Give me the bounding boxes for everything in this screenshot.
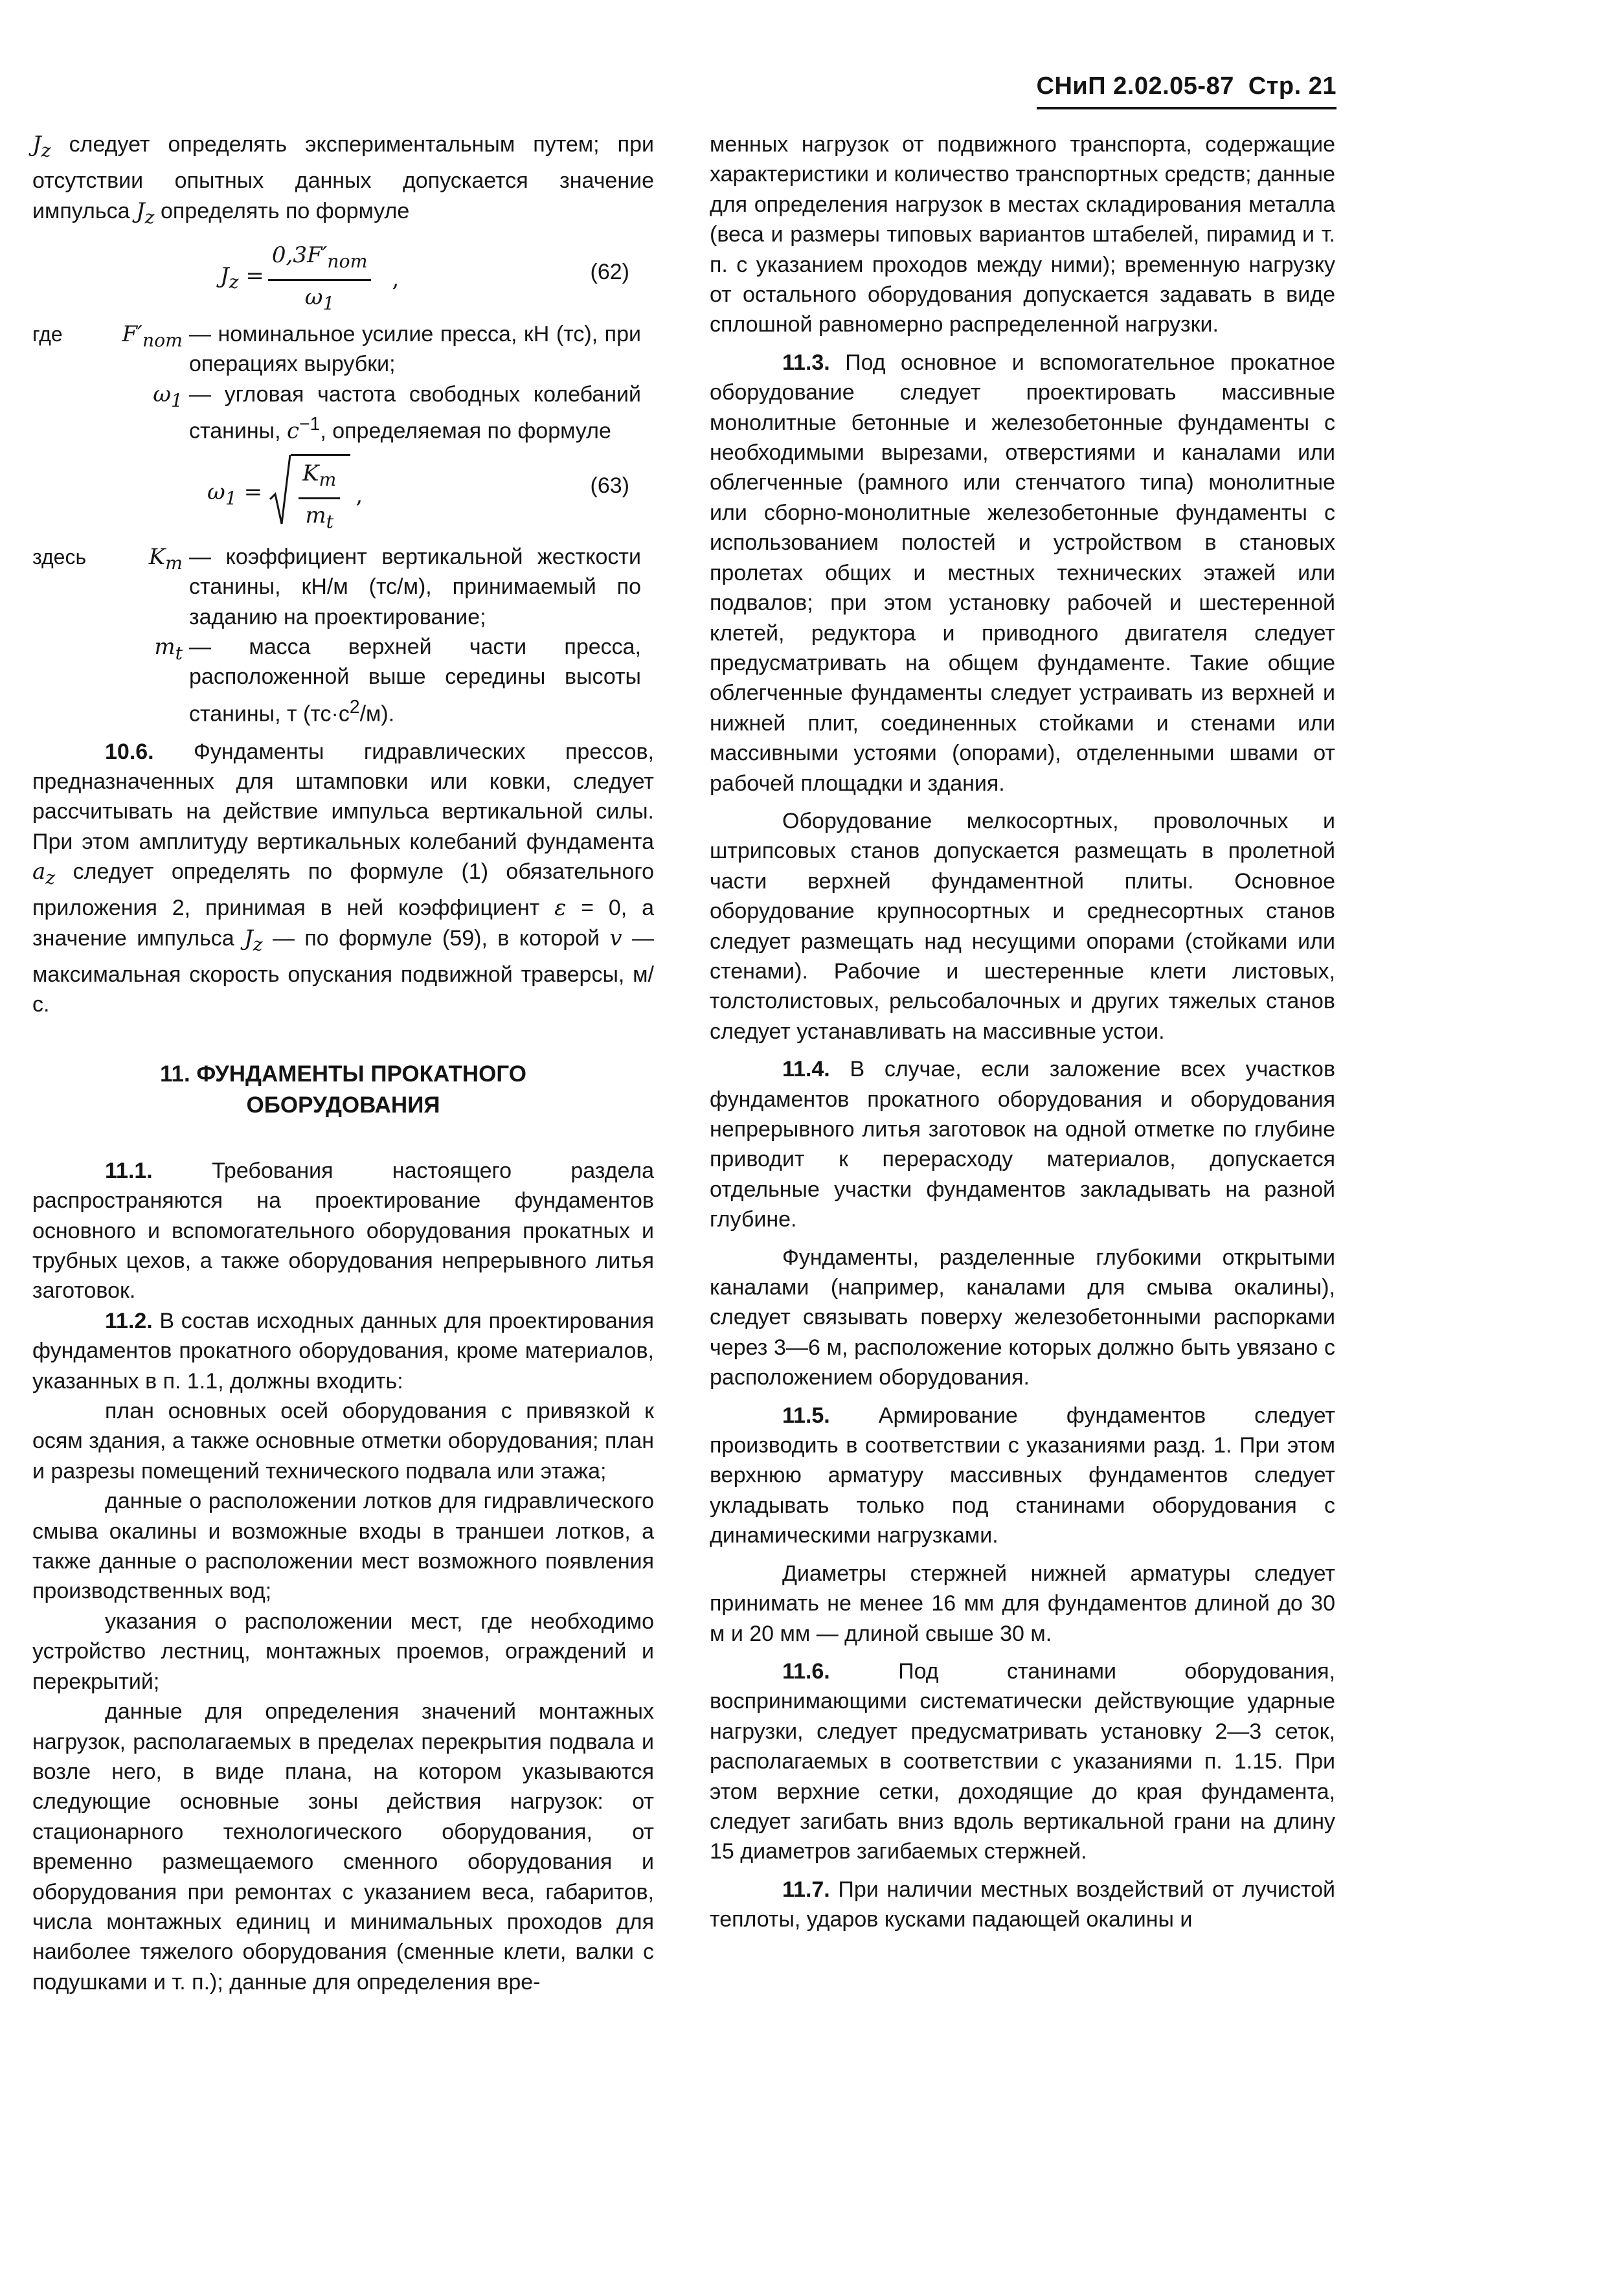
equation-number-63: (63) (590, 473, 629, 498)
paragraph-11-3: 11.3. Под основное и вспомогательное прокатное оборудование следует проектировать массивные монолитные бетонные и железобетонные фундаменты с необходимыми вырезами, отверстиями и каналами или облегченные (рамного или стенчатого типа) монолитные или сборно-монолитные железобетонные фундаменты с использованием полостей и устройством в становых пролетах общих и местных технических этажей или подвалов; при этом установку рабочей и шестеренной клетей, редуктора и приводного двигателя следует предусматривать на общем фундаменте. Такие общие облегченные фундаменты следует устраивать из верхней и нижней плит, соединенных стойками и стенами или массивными устоями (опорами), отделенными швами от рабочей площадки и здания. (710, 350, 1335, 796)
paragraph-11-1: 11.1. Требования настоящего раздела распространяются на проектирование фундаментов основного и вспомогательного оборудования прокатных и трубных цехов, а также оборудования непрерывного литья заготовок. (32, 1158, 654, 1304)
paragraph-11-4: 11.4. В случае, если заложение всех участков фундаментов прокатного оборудования и оборудования непрерывного литья заготовок на одной отметке по глубине приводит к перерасходу материалов, допускается отдельные участки фундаментов закладывать на разной глубине. (710, 1057, 1336, 1232)
equation-number-62: (62) (590, 259, 629, 284)
section-title-11: 11. ФУНДАМЕНТЫ ПРОКАТНОГО ОБОРУДОВАНИЯ (159, 1061, 527, 1118)
paragraph-11-4-b: Фундаменты, разделенные глубокими открытыми каналами (например, каналами для смыва окалины), следует связывать поверху железобетонными распорками через 3—6 м, расположение которых должно быть увязано с расположением оборудования. (710, 1245, 1335, 1390)
formula-63: $\omega_1$ = $\frac{K_m}{m_t}$ , (63) (32, 453, 654, 538)
document-code: СНиП 2.02.05-87 (1036, 73, 1234, 100)
sqrt-sign-icon (269, 454, 291, 526)
definition-omega1: $\omega_1$ — угловая частота свободных колебаний станины, $c^{-1}$, определяемая по формуле (153, 381, 641, 444)
definition-f-nom: где $F'_{nom}$ — номинальное усилие пресса, кН (тс), при операциях вырубки; (32, 321, 641, 377)
formula-62: $J_z$ = $\frac{0,3F'_{nom}}{\omega_1}$ , (62) (32, 239, 654, 315)
page-header (1037, 73, 1336, 109)
definition-mt: $m_t$ — масса верхней части пресса, расположенной выше середины высоты станины, т $(тс\cdot с^2/м)$. (154, 633, 641, 727)
list-item: план основных осей оборудования с привязкой к осям здания, а также основные отметки оборудования; план и разрезы помещений технического подвала или этажа; (32, 1399, 654, 1484)
paragraph-11-5: 11.5. Армирование фундаментов следует производить в соответствии с указаниями разд. 1. При этом верхнюю арматуру массивных фундаментов следует укладывать только под станинами оборудования с динамическими нагрузками. (710, 1403, 1335, 1548)
paragraph-11-3-b: Оборудование мелкосортных, проволочных и штрипсовых станов допускается размещать в пролетной части верхней фундаментной плиты. Основное оборудование крупносортных и среднесортных станов следует размещать над несущими опорами (стойками или стенами). Рабочие и шестеренные клети листовых, толстолистовых, рельсобалочных и других тяжелых станов следует устанавливать на массивные устои. (710, 808, 1335, 1044)
left-column (32, 130, 654, 1997)
right-column (710, 130, 1335, 1935)
paragraph-11-5-b: Диаметры стержней нижней арматуры следует принимать не менее 16 мм для фундаментов длиной до 30 м и 20 мм — длиной свыше 30 м. (710, 1561, 1335, 1646)
paragraph-11-7: 11.7. При наличии местных воздействий от лучистой теплоты, ударов кусками падающей окалины и (710, 1877, 1335, 1932)
paragraph-11-2: 11.2. В состав исходных данных для проектирования фундаментов прокатного оборудования, кроме материалов, указанных в п. 1.1, должны входить: (32, 1308, 654, 1394)
list-item: указания о расположении мест, где необходимо устройство лестниц, монтажных проемов, ограждений и перекрытий; (32, 1609, 654, 1694)
intro-paragraph: $J_z$ следует определять экспериментальным путем; при отсутствии опытных данных допускается значение импульса $J_z$ определять по формуле (32, 131, 654, 228)
paragraph-11-6: 11.6. Под станинами оборудования, воспринимающими систематически действующие ударные нагрузки, следует предусматривать установку 2—3 сеток, располагаемых в соответствии с указаниями п. 1.15. При этом верхние сетки, доходящие до края фундамента, следует загибать вниз вдоль вертикальной грани на длину 15 диаметров загибаемых стержней. (710, 1658, 1336, 1864)
paragraph-10-6: 10.6. Фундаменты гидравлических прессов, предназначенных для штамповки или ковки, следует рассчитывать на действие импульса вертикальной силы. При этом амплитуду вертикальных колебаний фундамента $a_z$ следует определять по формуле (1) обязательного приложения 2, принимая в ней коэффициент ε = 0, а значение импульса $J_z$ — по формуле (59), в которой v — максимальная скорость опускания подвижной траверсы, м/с. (32, 739, 655, 1017)
definition-km: здесь $K_m$ — коэффициент вертикальной жесткости станины, кН/м (тс/м), принимаемый по заданию на проектирование; (32, 543, 641, 629)
page-number: Стр. 21 (1248, 73, 1336, 100)
list-item: данные для определения значений монтажных нагрузок, располагаемых в пределах перекрытия подвала и возле него, в виде плана, на котором указываются следующие основные зоны действия нагрузок: от стационарного технологического оборудования, от временно размещаемого сменного оборудования и оборудования при ремонтах с указанием веса, габаритов, числа монтажных единиц и минимальных проходов для наиболее тяжелого оборудования (сменные клети, валки с подушками и т. п.); данные для определения вре- (32, 1699, 654, 1995)
continued-paragraph: менных нагрузок от подвижного транспорта, содержащие характеристики и количество транспортных средств; данные для определения нагрузок в местах складирования металла (веса и размеры типовых вариантов штабелей, пирамид и т. п. с указанием проходов между ними); временную нагрузку от остального оборудования допускается задавать в виде сплошной равномерно распределенной нагрузки. (710, 132, 1335, 337)
list-item: данные о расположении лотков для гидравлического смыва окалины и возможные входы в траншеи лотков, а также данные о расположении мест возможного появления производственных вод; (32, 1489, 654, 1604)
